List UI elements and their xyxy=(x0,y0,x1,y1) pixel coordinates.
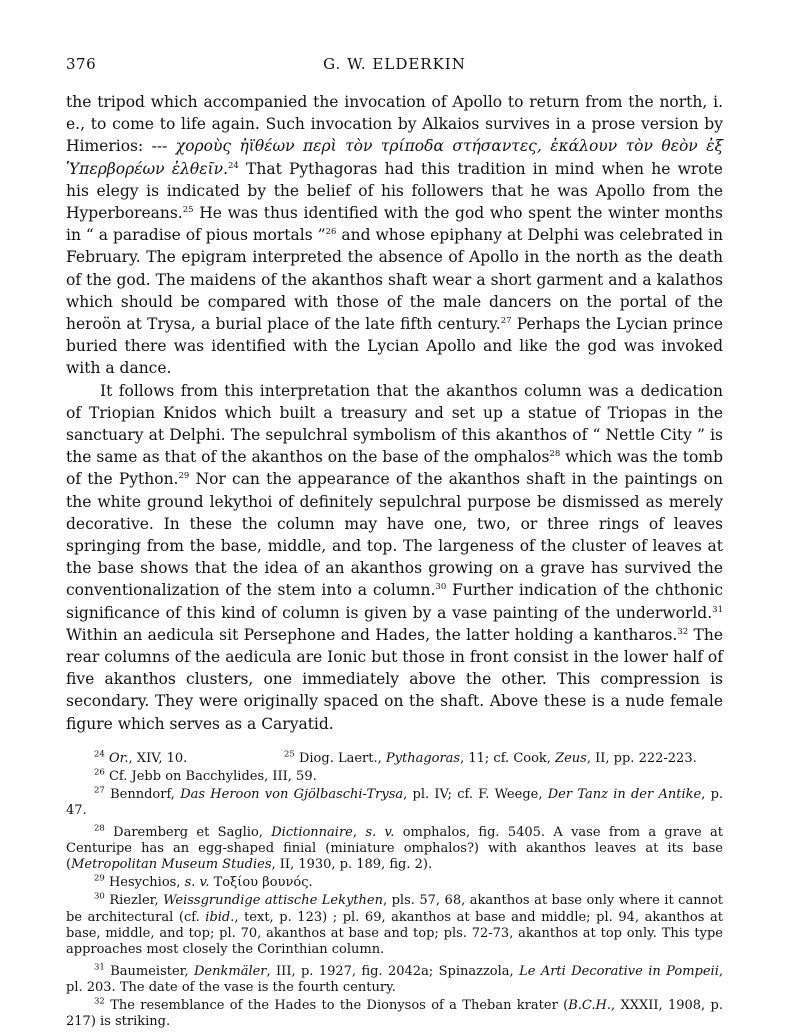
footnote-text: , III, p. 1927, fig. 2042a; Spinazzola, xyxy=(266,963,520,979)
footnote-italic: Le Arti Decorative in Pompeii xyxy=(519,963,719,979)
footnote-mark: 30 xyxy=(94,891,105,902)
footnote-mark: 27 xyxy=(94,785,105,796)
footnote-29 xyxy=(66,875,723,891)
body-text xyxy=(66,91,723,735)
text-run: and whose epiphany at Delphi was celebrated in February. The epigram interpreted the absence of Apollo in the north as the death of the god. The maidens of the akanthos shaft wear a short garment and a kalathos which should be compared with those of the male dancers on the portal of the heroön at Trysa, a burial place of the late fifth century. xyxy=(66,226,723,334)
footnote-italic: Der Tanz in der Antike xyxy=(547,786,702,802)
paragraph-1 xyxy=(66,91,723,380)
footnote-text: , II, 1930, p. 189, fig. 2). xyxy=(271,857,433,873)
footnote-ref-27[interactable]: 27 xyxy=(500,315,512,326)
footnote-text: Τοξίου βουνός. xyxy=(209,875,313,891)
text-run: Within an aedicula sit Persephone and Hades, the latter holding a kantharos. xyxy=(66,625,678,644)
footnote-text: Hesychios, xyxy=(108,875,185,891)
footnote-26 xyxy=(66,769,723,785)
paragraph-2 xyxy=(66,380,723,735)
footnote-25 xyxy=(284,751,697,767)
footnote-ref-30[interactable]: 30 xyxy=(435,582,447,593)
footnote-ref-26[interactable]: 26 xyxy=(325,227,337,238)
text-run: Perhaps the Lycian prince buried there was identified with the Lycian Apollo and like the god was invoked with a dance. xyxy=(66,315,723,378)
footnote-italic: Dictionnaire xyxy=(271,824,353,840)
text-run: the tripod which accompanied the invocation of Apollo to return from the north, i. e., to come to life again. Such invocation by Alkaios survives in a prose version by Himerios: --- xyxy=(66,93,723,156)
footnote-text: , XIV, 10. xyxy=(128,750,188,766)
footnote-ref-24[interactable]: 24 xyxy=(228,160,239,171)
footnote-ref-28[interactable]: 28 xyxy=(549,449,561,460)
footnote-text: The resemblance of the Hades to the Dionysos of a Theban krater ( xyxy=(110,998,569,1014)
footnote-text: Cf. Jebb on Bacchylides, III, 59. xyxy=(108,768,317,784)
page xyxy=(66,55,723,1032)
footnote-text: , pl. IV; cf. F. Weege, xyxy=(403,786,548,802)
footnote-mark: 28 xyxy=(94,823,105,834)
footnote-italic: Or. xyxy=(108,750,129,766)
text-run: He was thus identified with the god who spent the winter months in “ a paradise of pious mortals ” xyxy=(66,204,723,245)
footnote-text: , pls. 57, 68, akanthos at base only where it cannot be architectural (cf. xyxy=(66,893,724,925)
footnote-italic: s. v. xyxy=(184,875,210,891)
page-header xyxy=(66,55,723,79)
footnotes xyxy=(66,751,723,1031)
footnote-ref-31[interactable]: 31 xyxy=(712,604,723,615)
footnote-24-25 xyxy=(66,751,723,767)
footnote-ref-25[interactable]: 25 xyxy=(182,204,194,215)
greek-quotation: χοροὺς ἠϊθέων περὶ τὸν τρίποδα στήσαντες, ἐκάλουν τὸν θεὸν ἐξ Ὑπερβορέων ἐλθεῖν. xyxy=(66,137,724,178)
footnote-italic: B.C.H. xyxy=(568,998,611,1014)
footnote-italic: Pythagoras xyxy=(385,750,461,766)
footnote-ref-32[interactable]: 32 xyxy=(677,626,689,637)
footnote-text: Diog. Laert., xyxy=(298,750,386,766)
footnote-text: Daremberg et Saglio, xyxy=(113,824,272,840)
footnote-mark: 31 xyxy=(94,962,105,973)
footnote-text: Baumeister, xyxy=(110,963,194,979)
footnote-italic: ibid. xyxy=(205,909,235,925)
running-head: G. W. ELDERKIN xyxy=(323,55,466,73)
footnote-mark: 26 xyxy=(94,767,105,778)
footnote-italic: Denkmäler xyxy=(194,963,267,979)
footnote-italic: Metropolitan Museum Studies xyxy=(71,857,272,873)
footnote-italic: Zeus xyxy=(555,750,587,766)
footnote-32 xyxy=(66,998,723,1031)
footnote-italic: Weissgrundige attische Lekythen xyxy=(163,893,383,909)
footnote-text: omphalos, fig. 5405. A vase from a grave at Centuripe has an egg-shaped finial (miniature omphalos?) with akanthos leaves at its base ( xyxy=(66,824,724,873)
footnote-28 xyxy=(66,825,723,874)
text-run: That Pythagoras had this tradition in mind when he wrote his elegy is indicated by the belief of his followers that he was Apollo from the Hyperboreans. xyxy=(66,159,723,223)
text-run: Nor can the appearance of the akanthos shaft in the paintings on the white ground lekythoi of definitely sepulchral purpose be dismissed as merely decorative. In these the column may have one, two, or three rings of leaves springing from the base, middle, and top. The largeness of the cluster of leaves at the base shows that the idea of an akanthos growing on a grave has survived the conventionalization of the stem into a column. xyxy=(66,470,723,600)
footnote-27 xyxy=(66,787,723,820)
footnote-italic: Das Heroon von Gjölbaschi-Trysa xyxy=(180,786,404,802)
footnote-ref-29[interactable]: 29 xyxy=(178,471,190,482)
footnote-mark: 29 xyxy=(94,873,105,884)
footnote-text: Riezler, xyxy=(109,893,164,909)
text-run: It follows from this interpretation that the akanthos column was a dedication of Triopian Knidos which built a treasury and set up a statue of Triopas in the sanctuary at Delphi. The sepulchral symbolism of this akanthos of “ Nettle City ” is the same as that of the akanthos on the base of the omphalos xyxy=(66,381,723,467)
footnote-text: , xyxy=(352,824,366,840)
footnote-text: , p. 47. xyxy=(66,786,724,819)
footnote-30 xyxy=(66,893,723,959)
footnote-text: , II, pp. 222-223. xyxy=(586,750,697,766)
footnote-24 xyxy=(94,751,284,767)
footnote-text: , 11; cf. Cook, xyxy=(460,750,556,766)
text-run: which was the tomb of the Python. xyxy=(66,448,723,489)
footnote-mark: 32 xyxy=(94,996,105,1007)
footnote-mark: 24 xyxy=(94,749,105,760)
footnote-italic: s. v. xyxy=(365,824,395,840)
page-number: 376 xyxy=(66,55,97,73)
text-run: Further indication of the chthonic significance of this kind of column is given by a vase painting of the underworld. xyxy=(66,581,723,622)
footnote-text: Benndorf, xyxy=(110,786,181,802)
footnote-text: , text, p. 123) ; pl. 69, akanthos at base and middle; pl. 94, akanthos at base, middle, and top; pl. 70, akanthos at base and top; pls. 72-73, akanthos at top only. This type approaches most closely the Corinthian column. xyxy=(66,909,723,958)
footnote-text: , XXXII, 1908, p. 217) is striking. xyxy=(66,998,723,1030)
footnote-31 xyxy=(66,964,723,997)
footnote-mark: 25 xyxy=(284,749,295,760)
text-run: The rear columns of the aedicula are Ionic but those in front consist in the lower half of five akanthos clusters, one immediately above the other. This compression is secondary. They were originally spaced on the shaft. Above these is a nude female figure which serves as a Caryatid. xyxy=(66,625,723,733)
footnote-text: , pl. 203. The date of the vase is the fourth century. xyxy=(66,963,723,996)
